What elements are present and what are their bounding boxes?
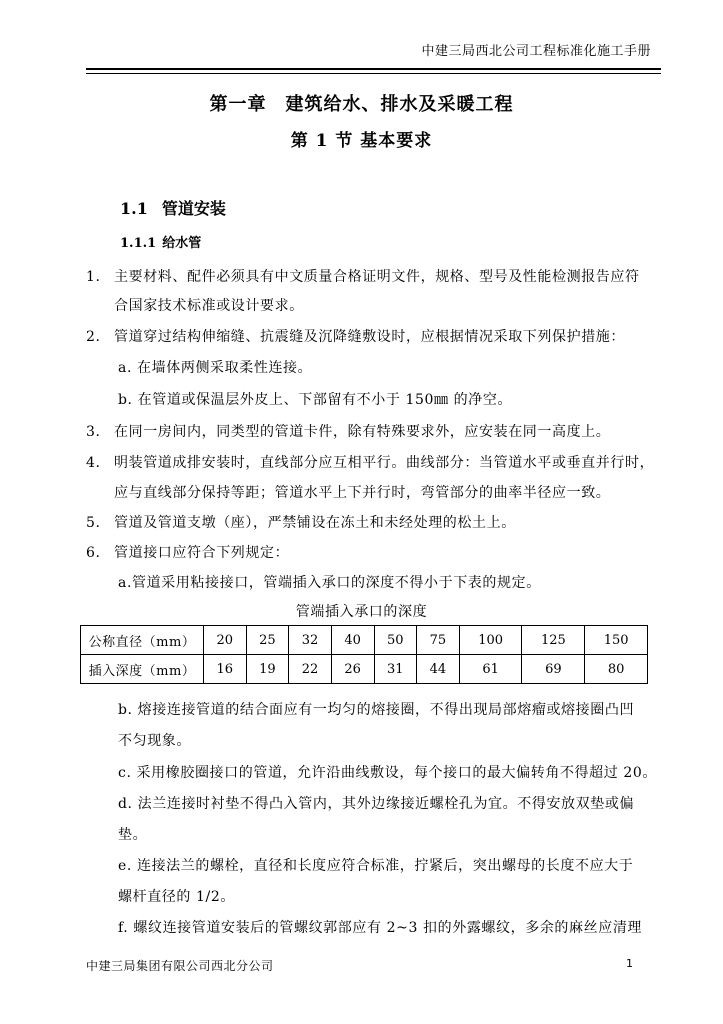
table-cell: 26	[331, 655, 374, 684]
subsection-number: 1.1	[120, 199, 148, 218]
sub-item: a. 在墙体两侧采取柔性连接。	[118, 360, 313, 376]
item-text: 主要材料、配件必须具有中文质量合格证明文件，规格、型号及性能检测报告应符	[114, 269, 640, 285]
table-cell: 16	[204, 655, 247, 684]
sub-item: b. 熔接连接管道的结合面应有一均匀的熔接圈，不得出现局部熔瘤或熔接圈凸凹	[118, 702, 635, 718]
table-cell: 19	[246, 655, 289, 684]
item-number: 1.	[86, 269, 101, 285]
table-cell: 44	[417, 655, 460, 684]
table-cell: 69	[522, 655, 585, 684]
sub-item: d. 法兰连接时衬垫不得凸入管内，其外边缘接近螺栓孔为宜。不得安放双垫或偏	[118, 796, 635, 812]
subsubsection-number: 1.1.1	[120, 236, 157, 251]
table-cell: 50	[374, 626, 417, 655]
table-cell: 32	[289, 626, 332, 655]
list-item	[86, 266, 640, 286]
item-number: 6.	[86, 545, 101, 561]
sub-item: f. 螺纹连接管道安装后的管螺纹郭部应有 2~3 扣的外露螺纹，多余的麻丝应清理	[118, 920, 643, 936]
table-cell: 61	[459, 655, 522, 684]
item-text: 管道接口应符合下列规定：	[114, 545, 290, 561]
list-item	[86, 421, 610, 441]
list-item	[86, 512, 516, 532]
subsubsection-title: 给水管	[162, 236, 202, 251]
item-continuation: 螺杆直径的 1/2。	[118, 889, 235, 905]
subsection-heading	[120, 196, 226, 219]
item-text: 管道及管道支墩（座），严禁铺设在冻土和未经处理的松土上。	[114, 515, 516, 531]
table-cell: 150	[585, 626, 648, 655]
item-number: 2.	[86, 329, 101, 345]
row-header: 公称直径（mm）	[81, 626, 204, 655]
table-cell: 31	[374, 655, 417, 684]
item-continuation: 应与直线部分保持等距；管道水平上下并行时，弯管部分的曲率半径应一致。	[114, 485, 611, 501]
table-cell: 125	[522, 626, 585, 655]
table-row	[81, 655, 648, 684]
header-rule-thick	[86, 68, 661, 70]
table-cell: 100	[459, 626, 522, 655]
section-title: 第 1 节 基本要求	[290, 131, 433, 151]
running-header: 中建三局西北公司工程标准化施工手册	[421, 44, 651, 59]
list-item	[86, 452, 654, 472]
sub-item: c. 采用橡胶圈接口的管道，允许沿曲线敷设，每个接口的最大偏转角不得超过 20。	[118, 765, 658, 781]
list-item	[86, 542, 289, 562]
item-number: 5.	[86, 515, 101, 531]
sub-item: e. 连接法兰的螺栓，直径和长度应符合标准，拧紧后，突出螺母的长度不应大于	[118, 858, 634, 874]
table-cell: 20	[204, 626, 247, 655]
item-number: 3.	[86, 424, 101, 440]
list-item	[86, 326, 625, 346]
row-header: 插入深度（mm）	[81, 655, 204, 684]
table-cell: 25	[246, 626, 289, 655]
table-cell: 40	[331, 626, 374, 655]
sub-item: a.管道采用粘接接口，管端插入承口的深度不得小于下表的规定。	[118, 575, 541, 591]
footer-company: 中建三局集团有限公司西北分公司	[86, 959, 274, 973]
header-rule-thin	[86, 73, 661, 74]
table-row	[81, 626, 648, 655]
table-cell: 80	[585, 655, 648, 684]
page-number: 1	[626, 957, 633, 970]
item-continuation: 不匀现象。	[118, 733, 191, 749]
sub-item: b. 在管道或保温层外皮上、下部留有不小于 150㎜ 的净空。	[118, 392, 513, 408]
item-number: 4.	[86, 455, 101, 471]
item-text: 管道穿过结构伸缩缝、抗震缝及沉降缝敷设时，应根据情况采取下列保护措施：	[114, 329, 625, 345]
table-cell: 22	[289, 655, 332, 684]
table-cell: 75	[417, 626, 460, 655]
item-text: 在同一房间内，同类型的管道卡件，除有特殊要求外，应安装在同一高度上。	[114, 424, 611, 440]
item-continuation: 合国家技术标准或设计要求。	[114, 298, 304, 314]
item-text: 明装管道成排安装时，直线部分应互相平行。曲线部分：当管道水平或垂直并行时，	[114, 455, 655, 471]
chapter-title: 第一章 建筑给水、排水及采暖工程	[209, 94, 514, 115]
subsubsection-heading	[120, 232, 201, 251]
table-caption: 管端插入承口的深度	[295, 604, 428, 620]
item-continuation: 垫。	[118, 827, 148, 843]
insertion-depth-table	[80, 625, 648, 684]
subsection-title: 管道安装	[161, 199, 226, 218]
